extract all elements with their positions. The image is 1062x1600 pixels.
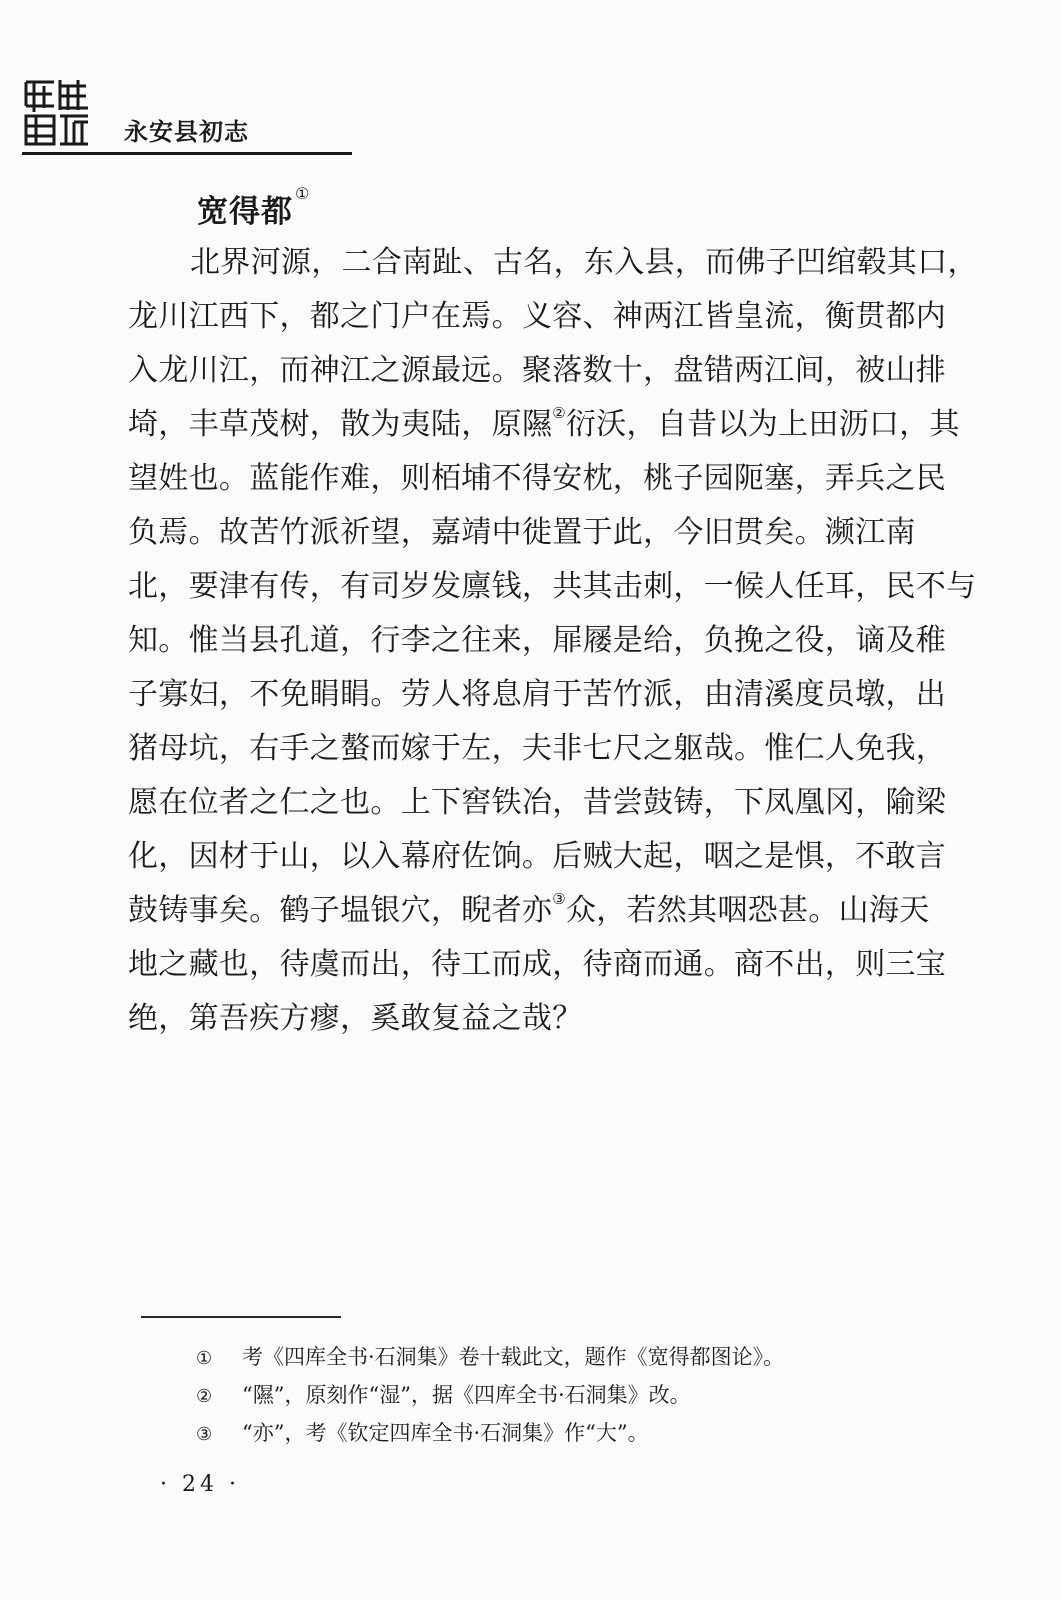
text-line: 望姓也。蓝能作难，则栢埔不得安枕，桃子园阨塞，弄兵之民: [128, 461, 947, 496]
text-line: 负焉。故苦竹派祈望，嘉靖中徙置于此，今旧贯矣。濒江南: [128, 515, 916, 550]
footnote-ref: ②: [552, 404, 566, 422]
footnote-ref: ③: [552, 890, 566, 908]
text-line: 子寡妇，不免睊睊。劳人将息肩于苦竹派，由清溪度员墩，出: [128, 677, 947, 712]
footnotes: [196, 1338, 956, 1452]
seal-logo: [22, 76, 92, 148]
section-title-text: 宽得都: [197, 194, 293, 230]
footnote-item: [196, 1414, 956, 1452]
footnote-mark: ③: [196, 1424, 213, 1445]
text-line: 知。惟当县孔道，行李之往来，屝屦是给，负挽之役，谪及稚: [128, 623, 947, 658]
footnote-mark: ①: [196, 1348, 213, 1369]
text-line: 龙川江西下，都之门户在焉。义容、神两江皆皇流，衡贯都内: [128, 299, 947, 334]
footnote-text: “亦”，考《钦定四库全书·石洞集》作“大”。: [242, 1421, 649, 1445]
text-segment: 衍沃，自昔以为上田沥口，其: [565, 407, 960, 442]
text-segment: 鼓铸事矣。鹤子塭银穴，睨者亦: [128, 893, 553, 928]
text-line: 地之藏也，待虞而出，待工而成，待商而通。商不出，则三宝: [128, 947, 947, 982]
text-line: 入龙川江，而神江之源最远。聚落数十，盘错两江间，被山排: [128, 353, 947, 388]
footnote-mark: ②: [196, 1386, 213, 1407]
footnote-text: “隰”，原刻作“湿”，据《四库全书·石洞集》改。: [242, 1383, 691, 1407]
text-line: 北，要津有传，有司岁发廪钱，共其击刺，一候人任耳，民不与: [128, 569, 977, 604]
text-line: 化，因材于山，以入幕府佐饷。后贼大起，咽之是惧，不敢言: [128, 839, 947, 874]
footnote-item: [196, 1376, 956, 1414]
text-line: [128, 884, 948, 938]
text-segment: 众，若然其咽恐甚。山海天: [565, 893, 930, 928]
text-line: 愿在位者之仁之也。上下窖铁冶，昔尝鼓铸，下凤凰冈，隃梁: [128, 785, 947, 820]
text-segment: 埼，丰草茂树，散为夷陆，原隰: [128, 407, 553, 442]
footnote-text: 考《四库全书·石洞集》卷十载此文，题作《宽得都图论》。: [242, 1345, 785, 1369]
book-title: 永安县初志: [124, 118, 249, 146]
header-rule: [22, 152, 352, 155]
text-line: [128, 398, 960, 452]
text-line: 北界河源，二合南趾、古名，东入县，而佛子凹绾毂其口，: [190, 245, 978, 280]
page-number: · 24 ·: [160, 1472, 240, 1497]
footnote-ref: ①: [295, 184, 311, 203]
text-line: 猪母坑，右手之螯而嫁于左，夫非七尺之躯哉。惟仁人免我，: [128, 731, 947, 766]
page-header: [22, 66, 352, 158]
section-title: [197, 186, 310, 231]
footnote-divider: [141, 1316, 341, 1318]
body-paragraph: [128, 236, 978, 1046]
text-line: 绝，第吾疾方瘳，奚敢复益之哉？: [128, 1001, 583, 1036]
footnote-item: [196, 1338, 956, 1376]
